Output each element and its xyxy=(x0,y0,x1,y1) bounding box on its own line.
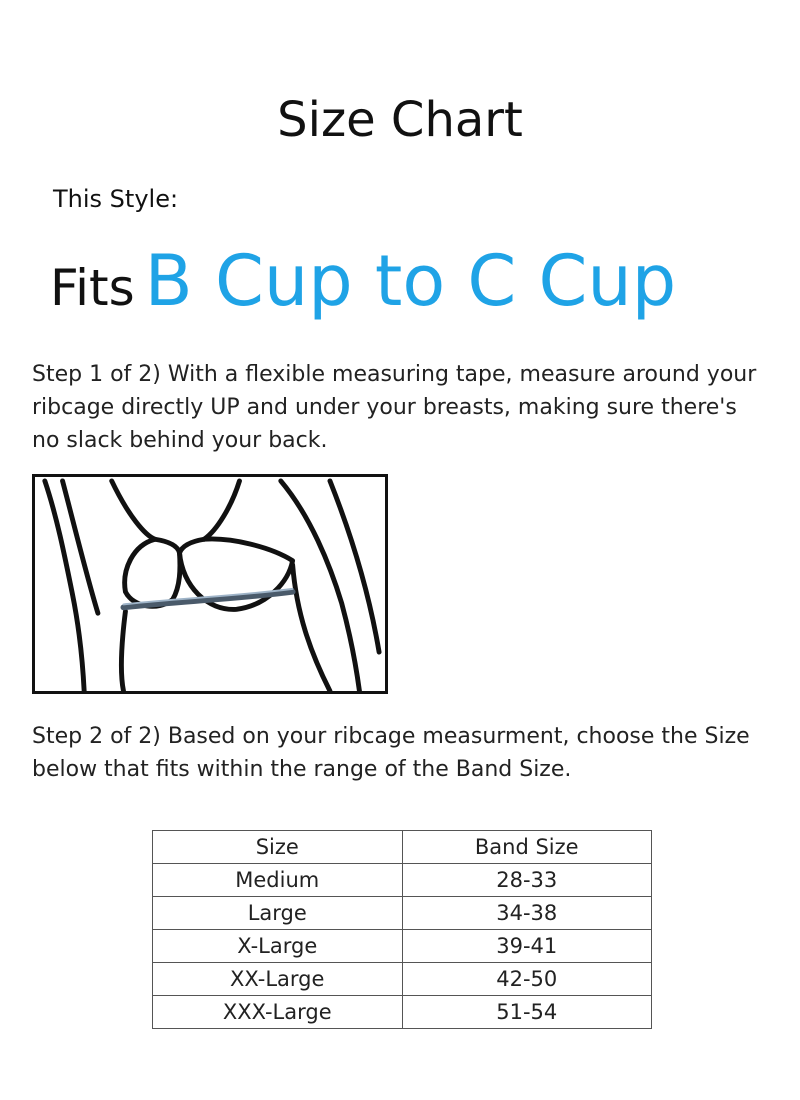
ribcage-measurement-drawing xyxy=(35,477,385,691)
table-row xyxy=(153,996,652,1029)
band-size-cell: 51-54 xyxy=(402,996,652,1029)
fits-line xyxy=(50,236,676,345)
step-2-instructions: Step 2 of 2) Based on your ribcage measurment, choose the Size below that fits within the range of the Band Size. xyxy=(32,724,750,782)
measuring-illustration xyxy=(32,474,388,694)
fits-prefix: Fits xyxy=(50,259,135,317)
table-header-size: Size xyxy=(153,831,403,864)
size-cell: XXX-Large xyxy=(153,996,403,1029)
step-1-instructions: Step 1 of 2) With a flexible measuring tape, measure around your ribcage directly UP and under your breasts, making sure there's no slack behind your back. xyxy=(32,362,757,453)
table-row xyxy=(153,930,652,963)
style-label: This Style: xyxy=(53,185,179,213)
page-title: Size Chart xyxy=(277,92,523,148)
table-row xyxy=(153,897,652,930)
table-row xyxy=(153,864,652,897)
table-header-band-size: Band Size xyxy=(402,831,652,864)
band-size-cell: 28-33 xyxy=(402,864,652,897)
size-cell: XX-Large xyxy=(153,963,403,996)
table-row xyxy=(153,963,652,996)
band-size-cell: 39-41 xyxy=(402,930,652,963)
size-table xyxy=(152,830,652,1029)
fits-cup-range: B Cup to C Cup xyxy=(144,240,677,322)
band-size-cell: 42-50 xyxy=(402,963,652,996)
table-header-row xyxy=(153,831,652,864)
band-size-cell: 34-38 xyxy=(402,897,652,930)
size-cell: Large xyxy=(153,897,403,930)
size-cell: Medium xyxy=(153,864,403,897)
size-cell: X-Large xyxy=(153,930,403,963)
